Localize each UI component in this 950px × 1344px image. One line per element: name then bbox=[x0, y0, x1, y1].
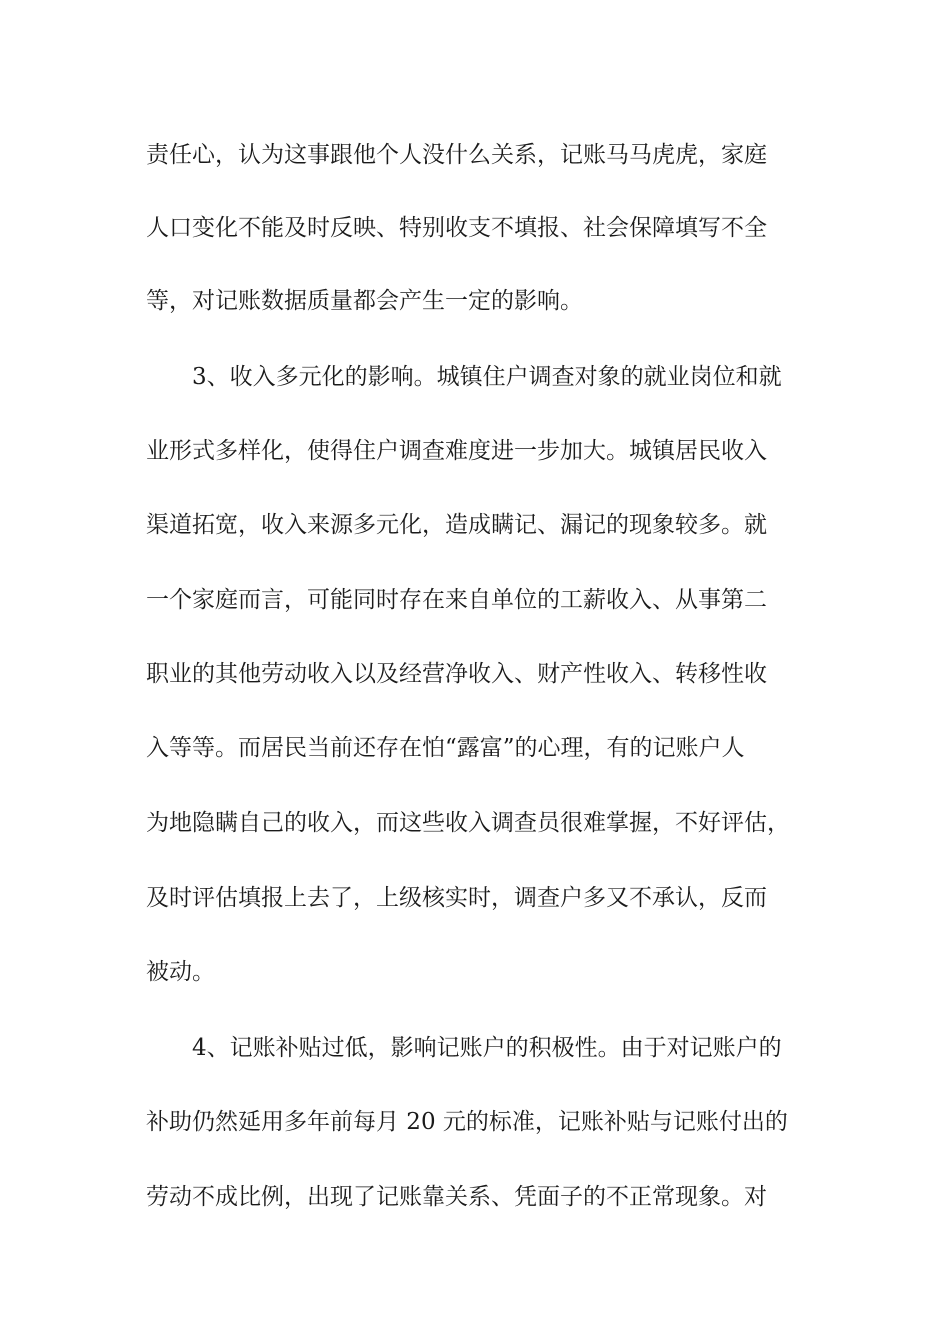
text-line: 及时评估填报上去了，上级核实时，调查户多又不承认，反而 bbox=[146, 885, 767, 911]
text-line: 渠道拓宽，收入来源多元化，造成瞒记、漏记的现象较多。就 bbox=[146, 512, 767, 538]
text-line: 业形式多样化，使得住户调查难度进一步加大。城镇居民收入 bbox=[146, 438, 767, 464]
text-line: 入等等。而居民当前还存在怕“露富”的心理，有的记账户人 bbox=[146, 735, 745, 761]
paragraph-4-first-line: 4、记账补贴过低，影响记账户的积极性。由于对记账户的 bbox=[192, 1035, 782, 1061]
text-line: 人口变化不能及时反映、特别收支不填报、社会保障填写不全 bbox=[146, 215, 767, 241]
text-line: 补助仍然延用多年前每月 20 元的标准，记账补贴与记账付出的 bbox=[146, 1109, 788, 1135]
text-line: 责任心，认为这事跟他个人没什么关系，记账马马虎虎，家庭 bbox=[146, 142, 767, 168]
text-line: 为地隐瞒自己的收入，而这些收入调查员很难掌握，不好评估， bbox=[146, 810, 790, 836]
paragraph-3-first-line: 3、收入多元化的影响。城镇住户调查对象的就业岗位和就 bbox=[192, 364, 782, 390]
text-line: 一个家庭而言，可能同时存在来自单位的工薪收入、从事第二 bbox=[146, 587, 767, 613]
text-line: 等，对记账数据质量都会产生一定的影响。 bbox=[146, 288, 583, 314]
text-line: 被动。 bbox=[146, 959, 215, 985]
text-line: 职业的其他劳动收入以及经营净收入、财产性收入、转移性收 bbox=[146, 661, 767, 687]
text-line: 劳动不成比例，出现了记账靠关系、凭面子的不正常现象。对 bbox=[146, 1184, 767, 1210]
